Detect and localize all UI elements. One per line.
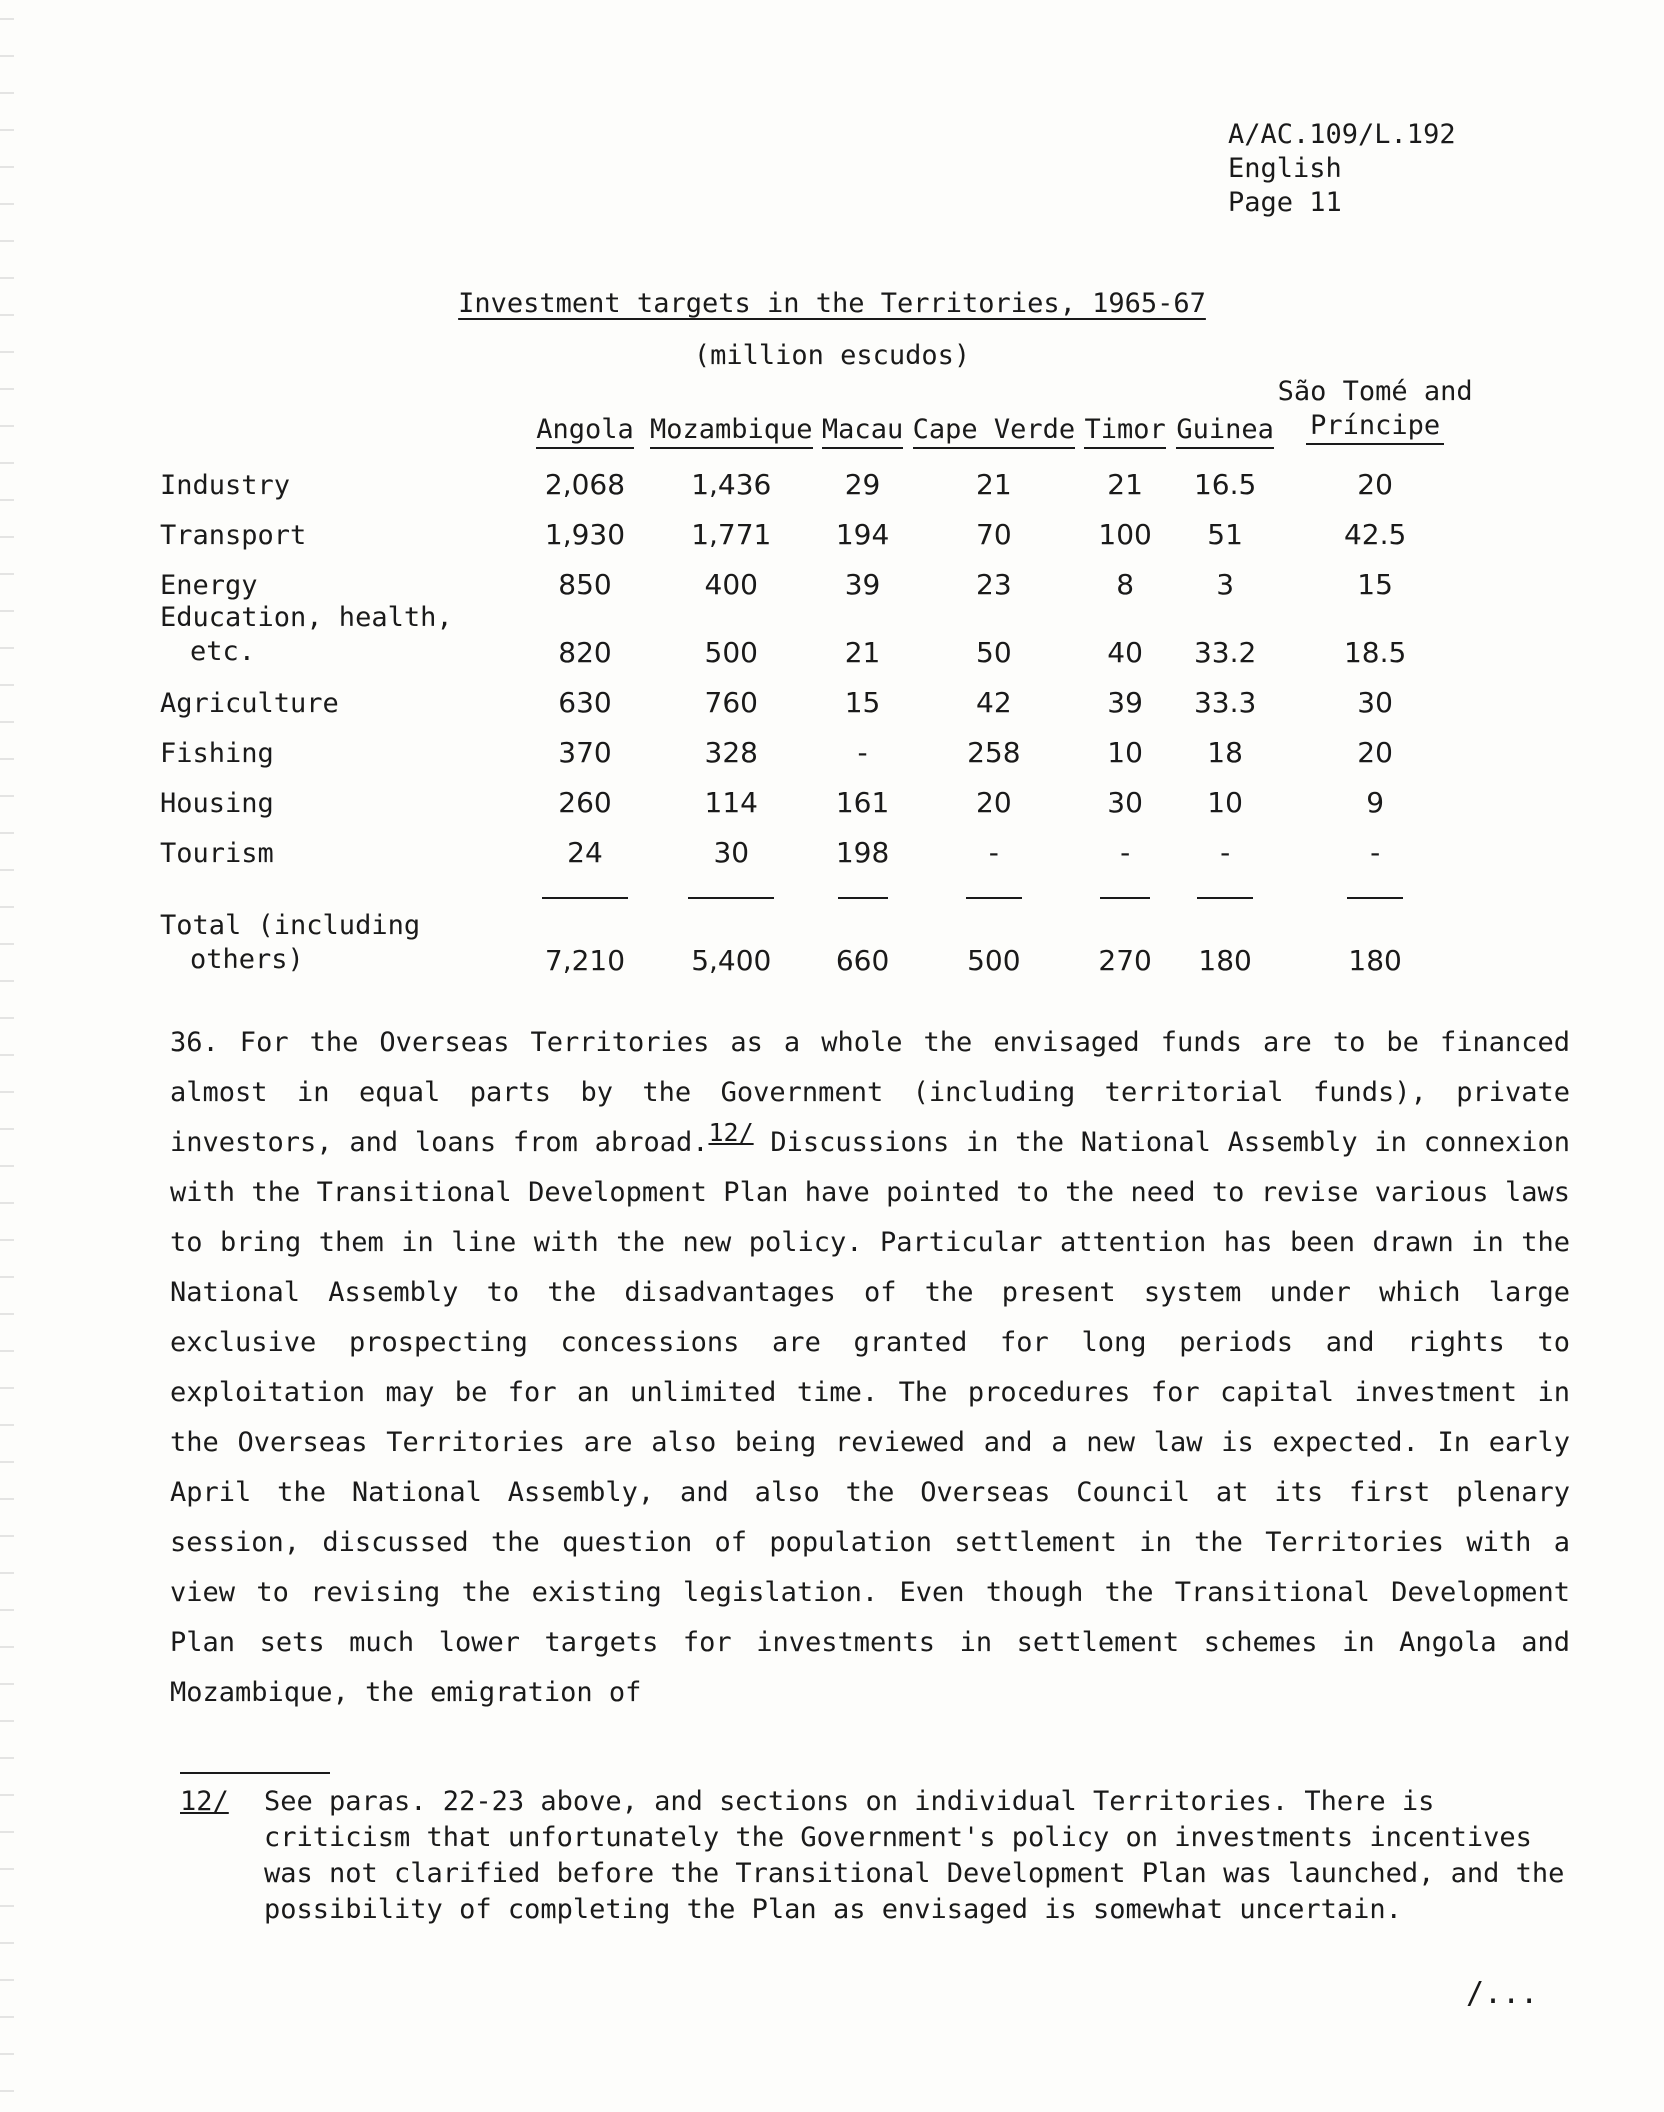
continuation-mark: /... (1466, 1976, 1539, 2011)
table-cell: 198 (835, 836, 890, 869)
total-rule (1275, 869, 1475, 899)
row-label: Tourism (160, 838, 274, 869)
table-cell: 23 (976, 568, 1012, 601)
table-cell: 42.5 (1343, 518, 1407, 551)
table-cell: 39 (1107, 686, 1143, 719)
table-cell: 30 (1357, 686, 1393, 719)
table-cell: 50 (976, 636, 1012, 669)
table-cell: 5,400 (691, 944, 772, 977)
header-blank (160, 375, 520, 451)
row-label: Housing (160, 788, 274, 819)
table-cell: 328 (704, 736, 758, 769)
table-cell: 39 (844, 568, 881, 601)
table-cell: 7,210 (544, 944, 626, 977)
total-rule (813, 869, 913, 899)
footnote (180, 1784, 1570, 1928)
table-cell: 180 (1198, 944, 1252, 977)
table-cell: 9 (1366, 786, 1385, 819)
footnote-reference: 12/ (708, 1118, 754, 1147)
table-row (160, 719, 1475, 769)
row-label: Education, health, etc. (160, 602, 453, 667)
row-label: Energy (160, 570, 258, 601)
table-cell: 114 (704, 786, 758, 819)
table-cell: 24 (567, 836, 603, 869)
table-cell: - (1370, 836, 1381, 869)
row-label: Fishing (160, 738, 274, 769)
column-header: Macau (813, 375, 913, 451)
table-cell: - (857, 736, 868, 769)
table-cell: 258 (967, 736, 1021, 769)
table-cell: 21 (1107, 468, 1143, 501)
footnote-divider (180, 1772, 330, 1774)
column-header: Angola (520, 375, 650, 451)
table-cell: 10 (1207, 786, 1243, 819)
table-cell: 33.3 (1193, 686, 1257, 719)
total-rule (520, 869, 650, 899)
paragraph-36: 36. For the Overseas Territories as a whole the envisaged funds are to be financed almost in equal parts by the Government (including territorial funds), private investors, and loans from abroad.12/ Discussions in the National Assembly in connexion with the Transitional Development Plan have pointed to the need to revise various laws to bring them in line with the new policy. Particular attention has been drawn in the National Assembly to the disadvantages of the present system under which large exclusive prospecting concessions are granted for long periods and rights to exploitation may be for an unlimited time. The procedures for capital investment in the Overseas Territories are also being reviewed and a new law is expected. In early April the National Assembly, and also the Overseas Council at its first plenary session, discussed the question of population settlement in the Territories with a view to revising the existing legislation. Even though the Transitional Development Plan sets much lower targets for investments in settlement schemes in Angola and Mozambique, the emigration of (170, 1027, 1570, 1708)
table-title: Investment targets in the Territories, 1965-67 (458, 288, 1206, 319)
table-row (160, 601, 1475, 669)
table-cell: 1,930 (544, 518, 626, 551)
investment-table (160, 375, 1475, 977)
column-header: Cape Verde (913, 375, 1076, 451)
table-cell: 760 (704, 686, 758, 719)
table-row (160, 551, 1475, 601)
table-cell: 29 (844, 468, 881, 501)
table-cell: - (988, 836, 999, 869)
table-cell: 70 (976, 518, 1012, 551)
total-row (160, 899, 1475, 977)
document-language: English (1228, 153, 1342, 184)
table-cell: 20 (976, 786, 1012, 819)
table-cell: 820 (558, 636, 612, 669)
row-label: Transport (160, 520, 307, 551)
table-row (160, 819, 1475, 869)
total-rule-row (160, 869, 1475, 899)
table-cell: 1,771 (691, 518, 772, 551)
table-cell: 18 (1207, 736, 1243, 769)
table-cell: 1,436 (691, 468, 772, 501)
table-cell: 42 (976, 686, 1012, 719)
table-cell: - (1120, 836, 1131, 869)
total-rule (1075, 869, 1175, 899)
table-cell: 161 (835, 786, 890, 819)
table-cell: 100 (1098, 518, 1152, 551)
table-cell: 500 (704, 636, 758, 669)
table-cell: 15 (1357, 568, 1393, 601)
column-header: Timor (1075, 375, 1175, 451)
table-cell: 370 (558, 736, 612, 769)
table-cell: 400 (704, 568, 758, 601)
table-cell: 2,068 (544, 468, 626, 501)
table-cell: 180 (1348, 944, 1402, 977)
table-cell: 260 (558, 786, 612, 819)
table-cell: 20 (1357, 736, 1393, 769)
table-row (160, 769, 1475, 819)
row-label: Total (including others) (160, 910, 421, 975)
table-cell: 20 (1357, 468, 1393, 501)
table-cell: 194 (835, 518, 890, 551)
table-cell: 500 (967, 944, 1021, 977)
table-cell: 630 (558, 686, 612, 719)
table-cell: 21 (844, 636, 881, 669)
table-cell: - (1220, 836, 1231, 869)
column-header: Guinea (1175, 375, 1275, 451)
table-cell: 660 (835, 944, 890, 977)
table-row (160, 451, 1475, 501)
table-row (160, 501, 1475, 551)
table-subtitle: (million escudos) (693, 340, 971, 371)
table-cell: 21 (976, 468, 1012, 501)
table-cell: 51 (1207, 518, 1243, 551)
table-cell: 15 (844, 686, 881, 719)
page-number: Page 11 (1228, 187, 1342, 218)
table-cell: 33.2 (1193, 636, 1257, 669)
document-header (1228, 118, 1456, 220)
table-row (160, 669, 1475, 719)
total-rule (913, 869, 1076, 899)
table-cell: 850 (558, 568, 612, 601)
table-cell: 30 (713, 836, 750, 869)
footnote-text: See paras. 22-23 above, and sections on individual Territories. There is criticism that unfortunately the Government's policy on investments incentives was not clarified before the Transitional Development Plan was launched, and the possibility of completing the Plan as envisaged is somewhat uncertain. (264, 1786, 1565, 1925)
column-header: Mozambique (650, 375, 813, 451)
row-label: Agriculture (160, 688, 339, 719)
table-cell: 40 (1107, 636, 1143, 669)
footnote-number: 12/ (180, 1786, 229, 1817)
table-cell: 10 (1107, 736, 1143, 769)
table-cell: 8 (1116, 568, 1135, 601)
table-cell: 3 (1216, 568, 1235, 601)
total-rule (650, 869, 813, 899)
table-cell: 30 (1107, 786, 1143, 819)
total-rule (1175, 869, 1275, 899)
table-cell: 18.5 (1343, 636, 1407, 669)
document-symbol: A/AC.109/L.192 (1228, 119, 1456, 150)
table-header-row (160, 375, 1475, 451)
row-label: Industry (160, 470, 291, 501)
table-cell: 270 (1098, 944, 1152, 977)
table-cell: 16.5 (1193, 468, 1257, 501)
column-header: São Tomé and Príncipe (1275, 375, 1475, 451)
